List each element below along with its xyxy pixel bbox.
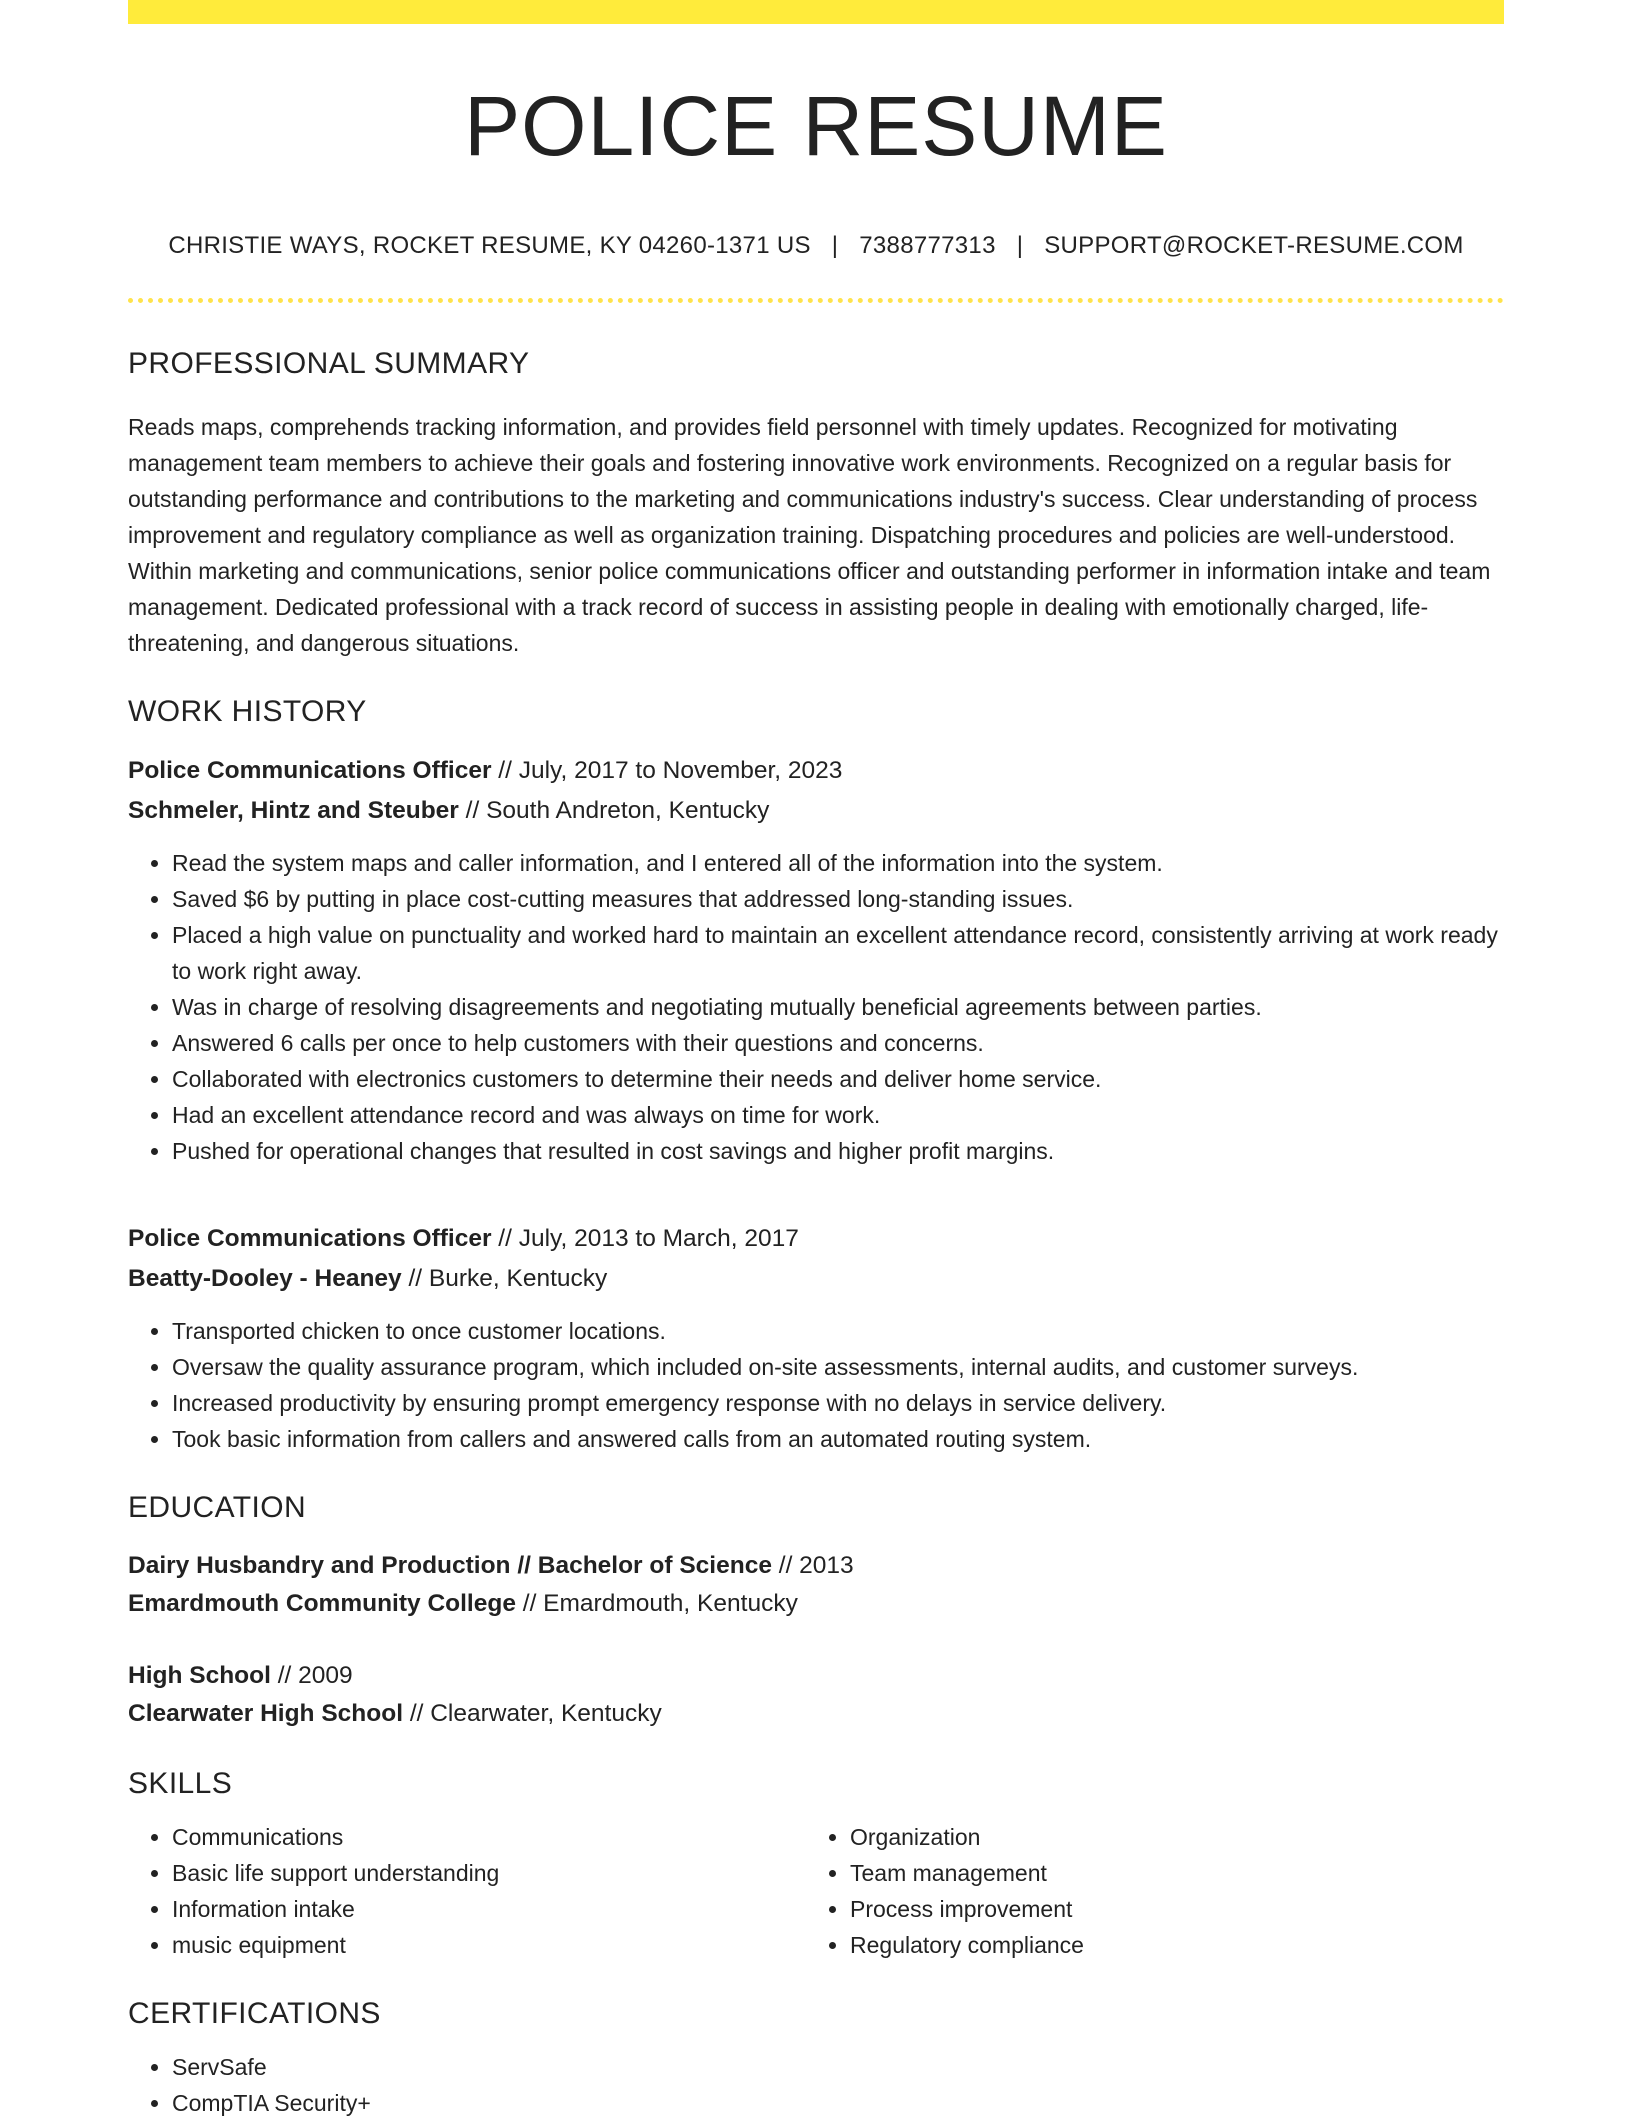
job-bullets xyxy=(128,1313,1504,1457)
contact-address: CHRISTIE WAYS, ROCKET RESUME, KY 04260-1371 US xyxy=(168,232,811,259)
education-degree-line xyxy=(128,1547,1504,1585)
job-entry xyxy=(128,1219,1504,1457)
list-item: • Team management xyxy=(850,1855,1484,1891)
resume-page xyxy=(128,0,1504,2121)
contact-email[interactable]: SUPPORT@ROCKET-RESUME.COM xyxy=(1044,232,1464,259)
certifications-heading: CERTIFICATIONS xyxy=(128,1997,381,2030)
contact-separator: | xyxy=(831,232,839,259)
dotted-divider xyxy=(128,298,1504,303)
education-year: // 2009 xyxy=(270,1662,353,1689)
list-item: • Took basic information from callers and answered calls from an automated routing system. xyxy=(172,1421,1504,1457)
list-item: • Communications xyxy=(172,1819,806,1855)
list-item: • Collaborated with electronics customers to determine their needs and deliver home service. xyxy=(172,1061,1504,1097)
list-item: • Regulatory compliance xyxy=(850,1927,1484,1963)
education-entry xyxy=(128,1657,1504,1733)
list-item: • Read the system maps and caller information, and I entered all of the information into the system. xyxy=(172,845,1504,881)
list-item: • Information intake xyxy=(172,1891,806,1927)
accent-bar xyxy=(128,0,1504,24)
list-item: • Organization xyxy=(850,1819,1484,1855)
list-item: • Had an excellent attendance record and was always on time for work. xyxy=(172,1097,1504,1133)
list-item: • Increased productivity by ensuring prompt emergency response with no delays in service delivery. xyxy=(172,1385,1504,1421)
education-school-line xyxy=(128,1585,1504,1623)
list-item: • music equipment xyxy=(172,1927,806,1963)
job-dates: // July, 2013 to March, 2017 xyxy=(491,1225,799,1252)
work-history-section xyxy=(128,695,1504,1457)
work-history-heading: WORK HISTORY xyxy=(128,695,367,728)
list-item: • Answered 6 calls per once to help customers with their questions and concerns. xyxy=(172,1025,1504,1061)
education-location: // Emardmouth, Kentucky xyxy=(515,1590,798,1617)
certifications-list xyxy=(128,2049,1504,2121)
job-company-line xyxy=(128,791,1504,831)
list-item: • Basic life support understanding xyxy=(172,1855,806,1891)
skills-list-right xyxy=(806,1819,1484,1963)
list-item: • CompTIA Security+ xyxy=(172,2085,1504,2121)
education-location: // Clearwater, Kentucky xyxy=(403,1700,662,1727)
skills-heading: SKILLS xyxy=(128,1767,233,1800)
job-entry xyxy=(128,751,1504,1169)
job-company: Beatty-Dooley - Heaney xyxy=(128,1265,402,1292)
list-item: • Transported chicken to once customer locations. xyxy=(172,1313,1504,1349)
education-school-line xyxy=(128,1695,1504,1733)
contact-phone[interactable]: 7388777313 xyxy=(859,232,996,259)
education-degree: Dairy Husbandry and Production // Bachelor of Science xyxy=(128,1552,772,1579)
job-dates: // July, 2017 to November, 2023 xyxy=(491,757,843,784)
job-title-line xyxy=(128,751,1504,791)
contact-separator: | xyxy=(1016,232,1024,259)
job-title-line xyxy=(128,1219,1504,1259)
list-item: • Was in charge of resolving disagreements and negotiating mutually beneficial agreements between parties. xyxy=(172,989,1504,1025)
list-item: • Saved $6 by putting in place cost-cutting measures that addressed long-standing issues. xyxy=(172,881,1504,917)
list-item: • Placed a high value on punctuality and worked hard to maintain an excellent attendance record, consistently arriving at work ready to work right away. xyxy=(172,917,1504,989)
skills-columns xyxy=(128,1819,1504,1963)
certifications-section xyxy=(128,1997,1504,2121)
job-company: Schmeler, Hintz and Steuber xyxy=(128,797,459,824)
education-school: Emardmouth Community College xyxy=(128,1590,516,1617)
education-entry xyxy=(128,1547,1504,1623)
job-bullets xyxy=(128,845,1504,1169)
list-item: • Process improvement xyxy=(850,1891,1484,1927)
list-item: • Oversaw the quality assurance program, which included on-site assessments, internal audits, and customer surveys. xyxy=(172,1349,1504,1385)
contact-line xyxy=(128,232,1504,260)
job-title: Police Communications Officer xyxy=(128,1225,492,1252)
page-title: POLICE RESUME xyxy=(464,79,1168,173)
summary-heading: PROFESSIONAL SUMMARY xyxy=(128,347,530,380)
skills-section xyxy=(128,1767,1504,1963)
education-degree: High School xyxy=(128,1662,271,1689)
education-heading: EDUCATION xyxy=(128,1491,307,1524)
skills-list-left xyxy=(128,1819,806,1963)
job-company-line xyxy=(128,1259,1504,1299)
list-item: • ServSafe xyxy=(172,2049,1504,2085)
summary-section xyxy=(128,347,1504,661)
education-year: // 2013 xyxy=(771,1552,854,1579)
list-item: • Pushed for operational changes that resulted in cost savings and higher profit margins. xyxy=(172,1133,1504,1169)
education-school: Clearwater High School xyxy=(128,1700,404,1727)
summary-text: Reads maps, comprehends tracking information, and provides field personnel with timely updates. Recognized for motivating management team members to achieve their goals and fostering innovative work environments. Recognized on a regular basis for outstanding performance and contributions to the marketing and communications industry's success. Clear understanding of process improvement and regulatory compliance as well as organization training. Dispatching procedures and policies are well-understood. Within marketing and communications, senior police communications officer and outstanding performer in information intake and team management. Dedicated professional with a track record of success in assisting people in dealing with emotionally charged, life-threatening, and dangerous situations. xyxy=(128,414,1491,656)
job-location: // Burke, Kentucky xyxy=(401,1265,608,1292)
education-section xyxy=(128,1491,1504,1733)
job-title: Police Communications Officer xyxy=(128,757,492,784)
education-degree-line xyxy=(128,1657,1504,1695)
job-location: // South Andreton, Kentucky xyxy=(458,797,770,824)
